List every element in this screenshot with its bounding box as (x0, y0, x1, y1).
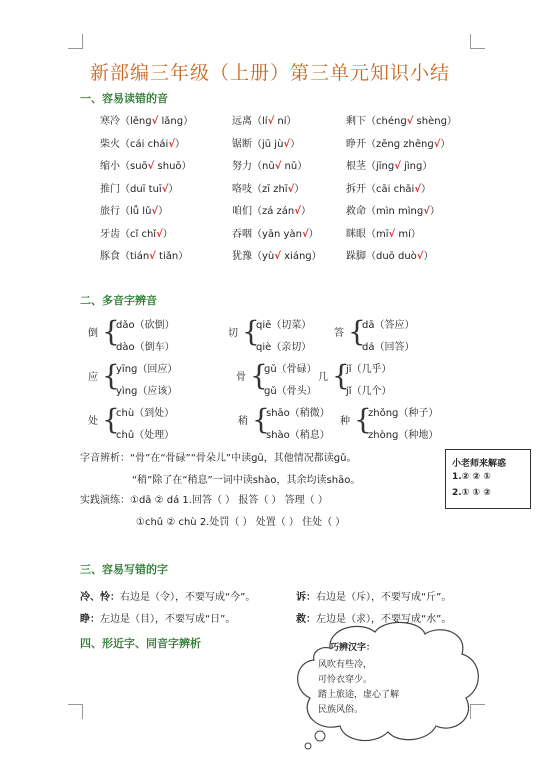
cloud-title: 巧辨汉字： (330, 643, 376, 653)
brace: { (242, 315, 260, 348)
crop-mark-top-right (470, 34, 485, 49)
brace: { (102, 359, 120, 392)
pronunciation-item: 寒冷（lěnɡ√ lǎnɡ） (100, 116, 194, 127)
polyphone-char: 应 (88, 372, 98, 383)
polyphone-reading: dào（倒车） (116, 342, 175, 353)
section1-heading: 一、容易读错的音 (80, 92, 168, 105)
polyphone-char: 稍 (238, 416, 248, 427)
pronunciation-item: 眯眼（mī√ mí） (346, 228, 421, 240)
pronunciation-item: 缩小（suō√ shuō） (100, 161, 192, 172)
cloud-line: 民族风俗。 (318, 705, 364, 715)
thought-cloud (290, 618, 490, 752)
polyphone-reading: chù（到处） (116, 408, 175, 419)
pronunciation-item: 剩下（chénɡ√ shènɡ） (346, 116, 457, 127)
analysis-line-2: “稍”除了在“稍息”一词中读shào，其余均读shāo。 (132, 475, 361, 486)
polyphone-char: 种 (340, 416, 350, 427)
brace: { (102, 315, 120, 348)
brace: { (354, 403, 372, 436)
brace: { (250, 359, 268, 392)
writing-item: 冷、怜：右边是（令），不要写成“今”。 (80, 592, 256, 603)
polyphone-reading: qiè（亲切） (256, 342, 312, 353)
pronunciation-item: 推门（duī tuī√） (100, 183, 179, 195)
polyphone-char: 几 (318, 372, 328, 383)
writing-item: 救：左边是（求），不要写成“水”。 (296, 614, 452, 625)
pronunciation-item: 锯断（jū jù√） (232, 138, 301, 150)
answer-line-1: 1.② ② ① (452, 472, 491, 482)
polyphone-char: 切 (228, 328, 238, 339)
practice-line-1: 实践演练：①dā ② dá 1.回答（ ） 报答（ ） 答理（ ） (80, 495, 328, 506)
pronunciation-item: 根茎（jīnɡ√ jìnɡ） (346, 161, 433, 172)
polyphone-reading: shāo（稍微） (266, 408, 330, 419)
pronunciation-item: 拆开（cāi chāi√） (346, 183, 431, 195)
polyphone-char: 答 (334, 328, 344, 339)
polyphone-reading: jǐ（几个） (346, 386, 392, 397)
pronunciation-item: 咱们（zá zán√） (232, 206, 311, 217)
polyphone-reading: shào（稍息） (266, 430, 330, 441)
pronunciation-item: 救命（mìn mìnɡ√） (346, 206, 440, 217)
pronunciation-item: 豚食（tián√ tiǎn） (100, 251, 189, 262)
pronunciation-item: 吞咽（yān yàn√） (232, 228, 319, 240)
brace: { (332, 359, 350, 392)
polyphone-reading: dá（回答） (362, 342, 415, 353)
polyphone-reading: yīnɡ（回应） (116, 364, 178, 375)
cloud-line: 踏上旅途，虚心了解 (318, 690, 400, 700)
polyphone-reading: zhǒnɡ（种子） (368, 408, 439, 419)
brace: { (102, 403, 120, 436)
pronunciation-item: 柴火（cái chái√） (100, 138, 185, 150)
pronunciation-item: 努力（nū√ nǔ） (232, 161, 308, 172)
pronunciation-item: 睁开（zēnɡ zhēnɡ√） (346, 138, 451, 150)
cloud-line: 风吹有些冷， (318, 660, 373, 670)
pronunciation-item: 牙齿（cǐ chǐ√） (100, 228, 173, 240)
pronunciation-item: 跺脚（duō duò√） (346, 251, 434, 262)
answer-line-2: 2.① ① ② (452, 488, 491, 498)
pronunciation-item: 犹豫（yù√ xiánɡ） (232, 251, 322, 262)
polyphone-reading: chǔ（处理） (116, 430, 175, 441)
crop-mark-top-left (68, 34, 83, 49)
pronunciation-item: 远离（lí√ ní） (232, 116, 297, 127)
brace: { (348, 315, 366, 348)
cloud-line: 可怜衣穿少。 (318, 675, 373, 685)
writing-item: 诉：右边是（斥），不要写成“斤”。 (296, 592, 452, 603)
pronunciation-item: 咯吱（zī zhī√） (232, 183, 305, 195)
polyphone-reading: ɡǔ（骨头） (264, 386, 317, 397)
practice-line-2: ①chǔ ② chù 2.处罚（ ） 处置（ ） 住处（ ） (136, 517, 346, 528)
polyphone-reading: yìnɡ（应该） (116, 386, 178, 397)
polyphone-reading: dā（答应） (362, 320, 415, 331)
pronunciation-item: 旅行（lǚ lǔ√） (100, 206, 169, 217)
brace: { (252, 403, 270, 436)
answer-box (445, 449, 531, 509)
analysis-line-1: 字音辨析：“骨”在“骨碌”“骨朵儿”中读ɡū，其他情况都读ɡǔ。 (80, 453, 357, 464)
section4-heading: 四、形近字、同音字辨析 (80, 637, 201, 650)
polyphone-reading: jǐ（几乎） (346, 364, 392, 375)
polyphone-reading: qiē（切菜） (256, 320, 312, 331)
writing-item: 睁：左边是（目），不要写成“日”。 (80, 614, 236, 625)
section3-heading: 三、容易写错的字 (80, 563, 168, 576)
polyphone-char: 倒 (88, 328, 98, 339)
polyphone-reading: dǎo（砍倒） (116, 320, 175, 331)
answer-box-title: 小老师来解惑 (452, 459, 507, 469)
page-title: 新部编三年级（上册）第三单元知识小结 (90, 62, 451, 84)
polyphone-char: 骨 (236, 372, 246, 383)
polyphone-char: 处 (88, 416, 98, 427)
polyphone-reading: zhònɡ（种地） (368, 430, 439, 441)
polyphone-reading: ɡǔ（骨碌） (264, 364, 317, 375)
crop-mark-bottom-left (68, 704, 83, 719)
section2-heading: 二、多音字辨音 (80, 294, 157, 307)
